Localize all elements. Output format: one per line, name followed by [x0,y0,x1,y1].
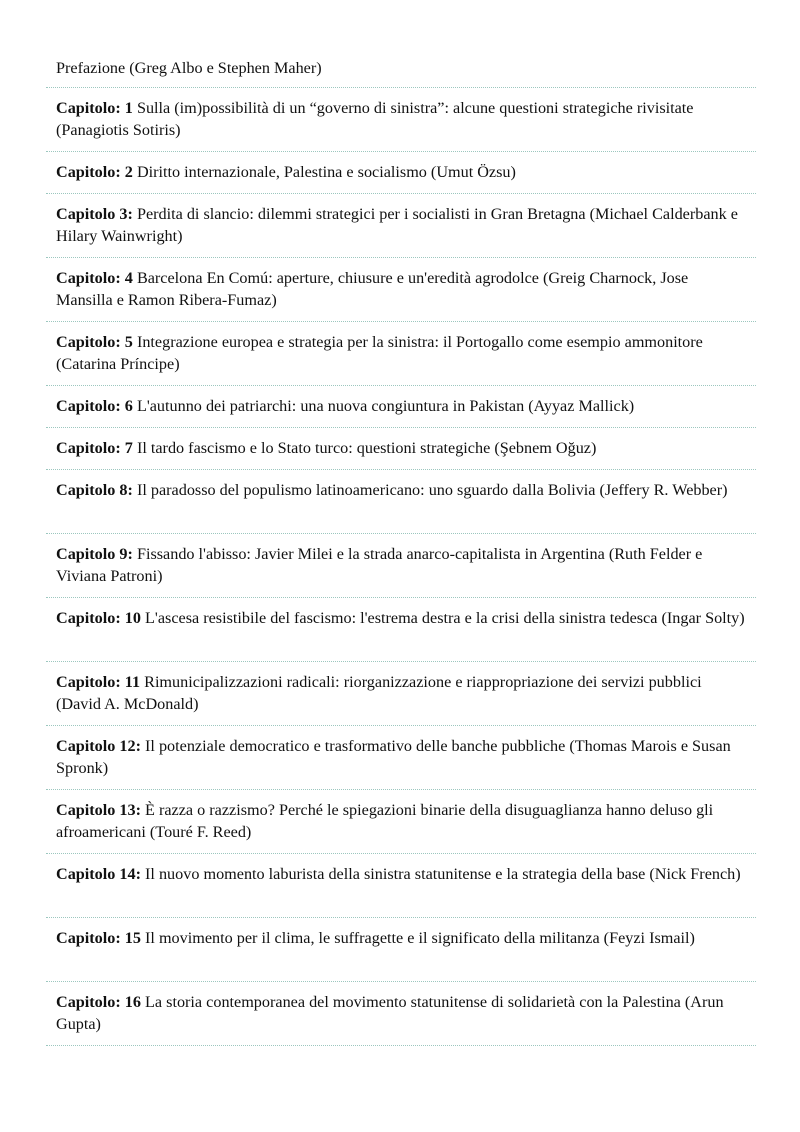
chapter-text: Il paradosso del populismo latinoamericano: uno sguardo dalla Bolivia (Jeffery R. Webber) [132,481,728,499]
chapter-entry-12 [46,726,756,790]
chapter-text: Diritto internazionale, Palestina e socialismo (Umut Özsu) [132,163,516,181]
chapter-text: Il movimento per il clima, le suffragette e il significato della militanza (Feyzi Ismail) [140,929,695,947]
chapter-label: Capitolo: 2 [56,163,133,181]
chapter-label: Capitolo: 6 [56,397,133,415]
chapter-label: Capitolo: 11 [56,673,141,691]
chapter-text: Rimunicipalizzazioni radicali: riorganizzazione e riappropriazione dei servizi pubblici (David A. McDonald) [56,673,702,713]
chapter-entry-13 [46,790,756,854]
table-of-contents [46,48,756,1046]
preface-entry [46,48,756,88]
chapter-entry-15 [46,918,756,982]
chapter-text: L'ascesa resistibile del fascismo: l'estrema destra e la crisi della sinistra tedesca (Ingar Solty) [140,609,745,627]
chapter-label: Capitolo 9: [56,545,133,563]
chapter-text: L'autunno dei patriarchi: una nuova congiuntura in Pakistan (Ayyaz Mallick) [132,397,635,415]
chapter-entry-16 [46,982,756,1046]
chapter-text: È razza o razzismo? Perché le spiegazioni binarie della disuguaglianza hanno deluso gli afroamericani (Touré F. Reed) [56,801,714,841]
chapter-label: Capitolo 14: [56,865,141,883]
chapter-label: Capitolo: 10 [56,609,141,627]
chapter-entry-5 [46,322,756,386]
chapter-text: Sulla (im)possibilità di un “governo di sinistra”: alcune questioni strategiche rivisitate (Panagiotis Sotiris) [56,99,694,139]
chapter-text: Fissando l'abisso: Javier Milei e la strada anarco-capitalista in Argentina (Ruth Felder e Viviana Patroni) [56,545,703,585]
chapter-label: Capitolo 8: [56,481,133,499]
chapter-text: Integrazione europea e strategia per la sinistra: il Portogallo come esempio ammonitore (Catarina Príncipe) [56,333,703,373]
chapter-label: Capitolo: 16 [56,993,141,1011]
chapter-entry-14 [46,854,756,918]
chapter-entry-11 [46,662,756,726]
chapter-text: Il potenziale democratico e trasformativo delle banche pubbliche (Thomas Marois e Susan Spronk) [56,737,731,777]
chapter-entry-3 [46,194,756,258]
chapter-entry-6 [46,386,756,428]
chapter-text: Barcelona En Comú: aperture, chiusure e un'eredità agrodolce (Greig Charnock, Jose Mansilla e Ramon Ribera-Fumaz) [56,269,689,309]
chapter-entry-2 [46,152,756,194]
chapter-entry-7 [46,428,756,470]
chapter-label: Capitolo: 5 [56,333,133,351]
chapter-text: Perdita di slancio: dilemmi strategici per i socialisti in Gran Bretagna (Michael Calderbank e Hilary Wainwright) [56,205,738,245]
chapter-label: Capitolo: 7 [56,439,133,457]
chapter-label: Capitolo: 1 [56,99,133,117]
chapter-entry-4 [46,258,756,322]
chapter-entry-10 [46,598,756,662]
chapter-text: Il nuovo momento laburista della sinistra statunitense e la strategia della base (Nick French) [140,865,741,883]
chapter-entry-8 [46,470,756,534]
chapter-label: Capitolo: 4 [56,269,133,287]
chapter-text: La storia contemporanea del movimento statunitense di solidarietà con la Palestina (Arun Gupta) [56,993,724,1033]
chapter-label: Capitolo 3: [56,205,133,223]
chapter-entry-1 [46,88,756,152]
preface-text: Prefazione (Greg Albo e Stephen Maher) [56,59,322,77]
chapter-label: Capitolo 12: [56,737,141,755]
chapter-label: Capitolo: 15 [56,929,141,947]
chapter-entry-9 [46,534,756,598]
chapter-text: Il tardo fascismo e lo Stato turco: questioni strategiche (Şebnem Oğuz) [132,439,597,457]
chapter-label: Capitolo 13: [56,801,141,819]
